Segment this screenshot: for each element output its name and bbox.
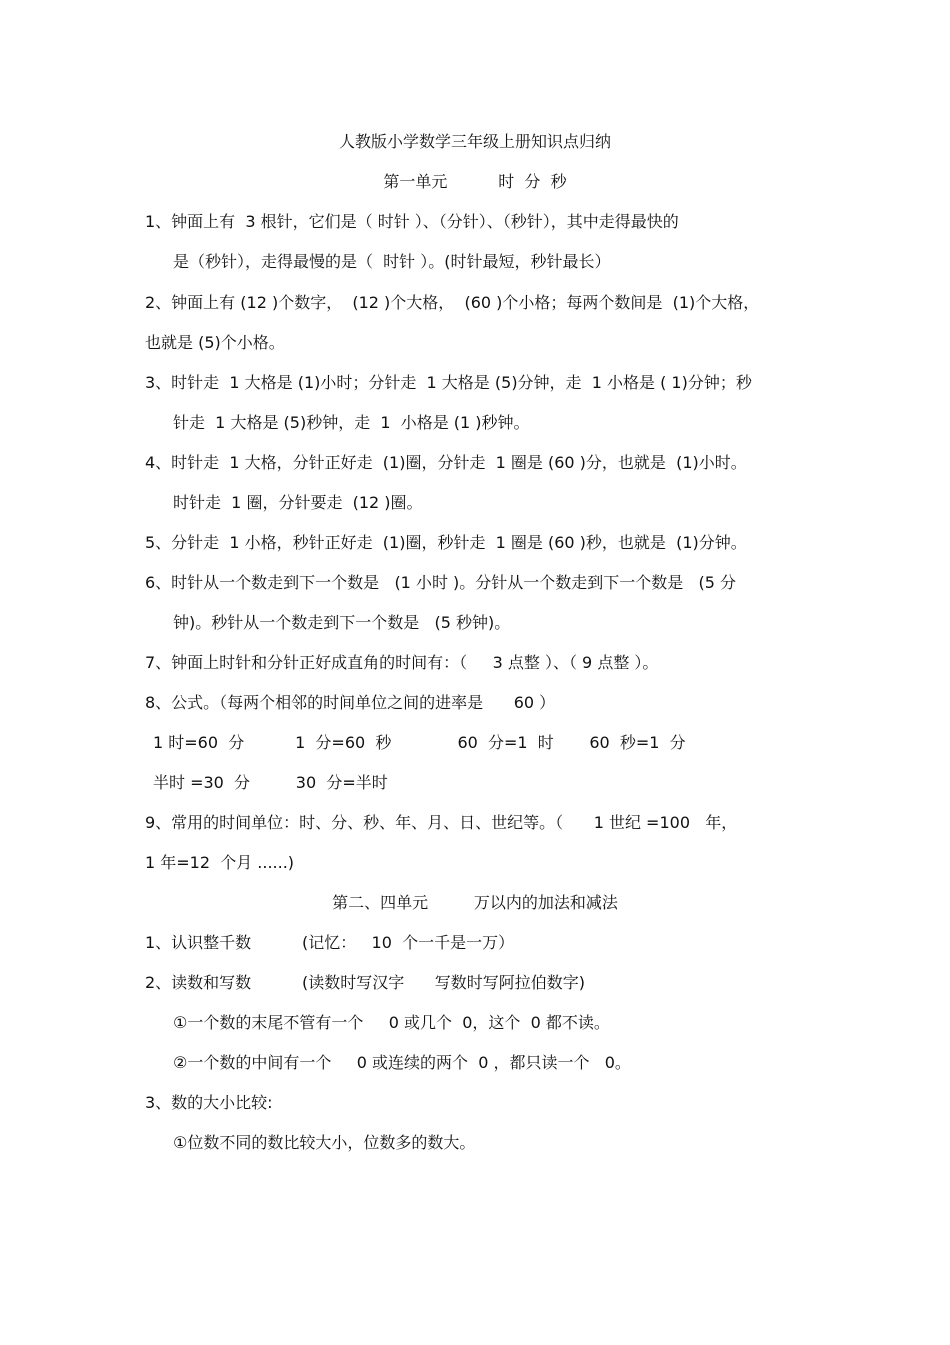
unit1-item9-line1: 9、常用的时间单位：时、分、秒、年、月、日、世纪等。（ 1 世纪 =100 年， — [145, 813, 738, 832]
unit1-item4-line1: 4、时针走 1 大格，分针正好走 (1)圈，分针走 1 圈是 (60 )分，也就是 (1)小时。 — [145, 453, 747, 472]
unit1-heading: 第一单元 时 分 秒 — [383, 172, 567, 191]
unit1-item9-line2: 1 年=12 个月 ......) — [145, 853, 295, 872]
unit2-item3-sub1: ①位数不同的数比较大小，位数多的数大。 — [173, 1133, 476, 1152]
document-title: 人教版小学数学三年级上册知识点归纳 — [338, 132, 611, 151]
unit1-formula-line1: 1 时=60 分 1 分=60 秒 60 分=1 时 60 秒=1 分 — [153, 733, 686, 752]
unit2-item1: 1、认识整千数 (记忆： 10 个一千是一万） — [145, 933, 515, 952]
unit1-item6-line1: 6、时针从一个数走到下一个数是 (1 小时 )。分针从一个数走到下一个数是 (5 分 — [145, 573, 737, 592]
unit1-item3-line1: 3、时针走 1 大格是 (1)小时；分针走 1 大格是 (5)分钟，走 1 小格是 ( 1)分钟；秒 — [145, 373, 752, 392]
unit1-item3-line2: 针走 1 大格是 (5)秒钟，走 1 小格是 (1 )秒钟。 — [173, 413, 530, 432]
unit1-item1-line2: 是（秒针），走得最慢的是（ 时针 ）。(时针最短，秒针最长） — [173, 252, 611, 271]
unit1-item6-line2: 钟)。秒针从一个数走到下一个数是 (5 秒钟)。 — [173, 613, 511, 632]
unit1-item2-line1: 2、钟面上有 (12 )个数字， (12 )个大格， (60 )个小格；每两个数间是 (1)个大格， — [145, 293, 760, 312]
unit1-item7: 7、钟面上时针和分针正好成直角的时间有：（ 3 点整 ）、（ 9 点整 ）。 — [145, 653, 659, 672]
unit2-item2: 2、读数和写数 (读数时写汉字 写数时写阿拉伯数字) — [145, 973, 586, 992]
unit2-heading: 第二、四单元 万以内的加法和减法 — [332, 893, 618, 912]
unit1-item5: 5、分针走 1 小格，秒针正好走 (1)圈，秒针走 1 圈是 (60 )秒，也就是 (1)分钟。 — [145, 533, 747, 552]
unit2-item2-sub1: ①一个数的末尾不管有一个 0 或几个 0，这个 0 都不读。 — [173, 1013, 610, 1032]
unit1-item1-line1: 1、钟面上有 3 根针，它们是（ 时针 ）、（分针）、（秒针），其中走得最快的 — [145, 212, 679, 231]
unit1-item8: 8、公式。（每两个相邻的时间单位之间的进率是 60 ） — [145, 693, 556, 712]
unit2-item2-sub2: ②一个数的中间有一个 0 或连续的两个 0 ，都只读一个 0。 — [173, 1053, 631, 1072]
unit1-item4-line2: 时针走 1 圈，分针要走 (12 )圈。 — [173, 493, 423, 512]
unit1-formula-line2: 半时 =30 分 30 分=半时 — [153, 773, 388, 792]
unit2-item3: 3、数的大小比较: — [145, 1093, 273, 1112]
unit1-item2-line2: 也就是 (5)个小格。 — [145, 333, 285, 352]
